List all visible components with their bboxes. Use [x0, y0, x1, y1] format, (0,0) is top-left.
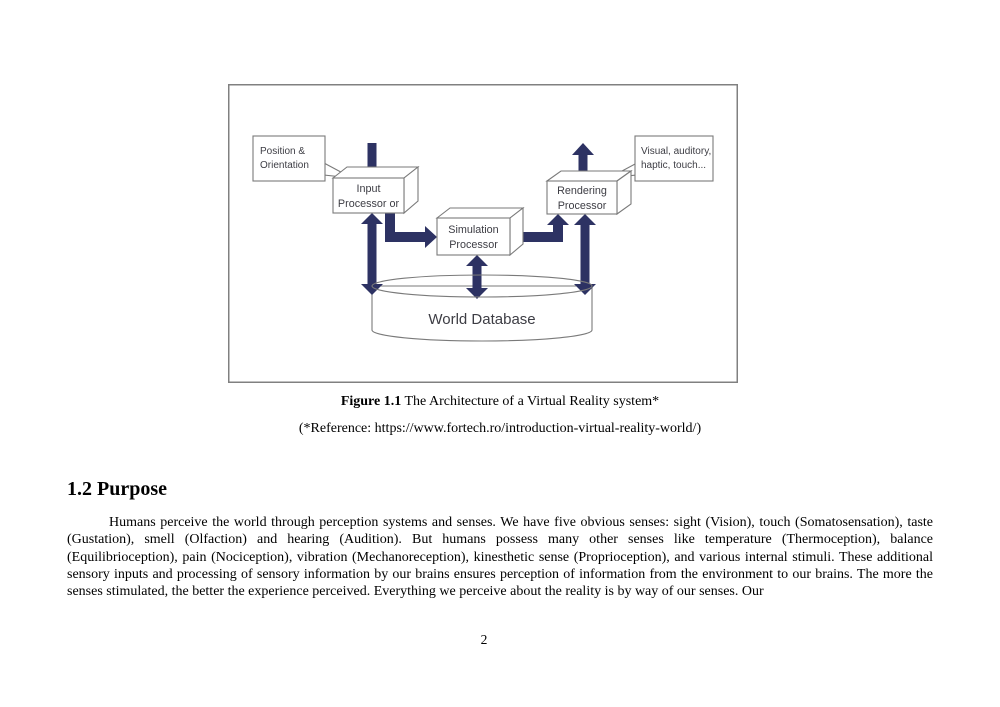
simulation-box-line2: Processor	[449, 239, 498, 251]
output-callout-line2: haptic, touch...	[641, 160, 707, 171]
input-box-line1: Input	[356, 183, 381, 195]
figure-diagram	[228, 84, 738, 383]
callout-box	[635, 136, 713, 181]
section-heading: 1.2 Purpose	[67, 478, 167, 500]
rendering-box-line2: Processor	[557, 200, 607, 212]
figure-caption-number: Figure 1.1	[340, 394, 402, 409]
position-callout-line1: Position &	[260, 146, 306, 157]
body-paragraph: Humans perceive the world through perception systems and senses. We have five obvious senses: sight (Vision), touch (Somatosensation), taste (Gustation), smell (Olfaction) and hearing (Audition). But humans possess many other senses like temperature (Thermoception), balance (Equilibrioception), pain (Nociception), vibration (Mechanoreception), kinesthetic sense (Proprioception), and various internal stimuli. These additional sensory inputs and processing of sensory information by our brains ensures perception of information from the environment to our brains. The more the senses stimulated, the better the experience perceived. Everything we perceive about the reality is by way of our senses. Our	[67, 515, 933, 600]
output-callout-line1: Visual, auditory,	[641, 146, 712, 157]
input-processor-box	[333, 167, 418, 213]
figure-caption	[67, 394, 933, 410]
cylinder-top-rim	[372, 275, 592, 297]
simulation-box-line1: Simulation	[448, 224, 499, 236]
figure-caption-title: The Architecture of a Virtual Reality system*	[401, 394, 660, 409]
rendering-processor-box	[547, 171, 631, 214]
simulation-processor-box	[437, 208, 523, 255]
callout-box	[253, 136, 325, 181]
world-database-label: World Database	[428, 311, 536, 328]
page-number: 2	[480, 632, 488, 647]
rendering-box-line1: Rendering	[557, 185, 607, 197]
input-box-line2: Processor or	[337, 198, 400, 210]
box-top-face	[437, 208, 523, 218]
figure-reference: (*Reference: https://www.fortech.ro/introduction-virtual-reality-world/)	[298, 421, 702, 436]
position-callout-line2: Orientation	[260, 160, 309, 171]
